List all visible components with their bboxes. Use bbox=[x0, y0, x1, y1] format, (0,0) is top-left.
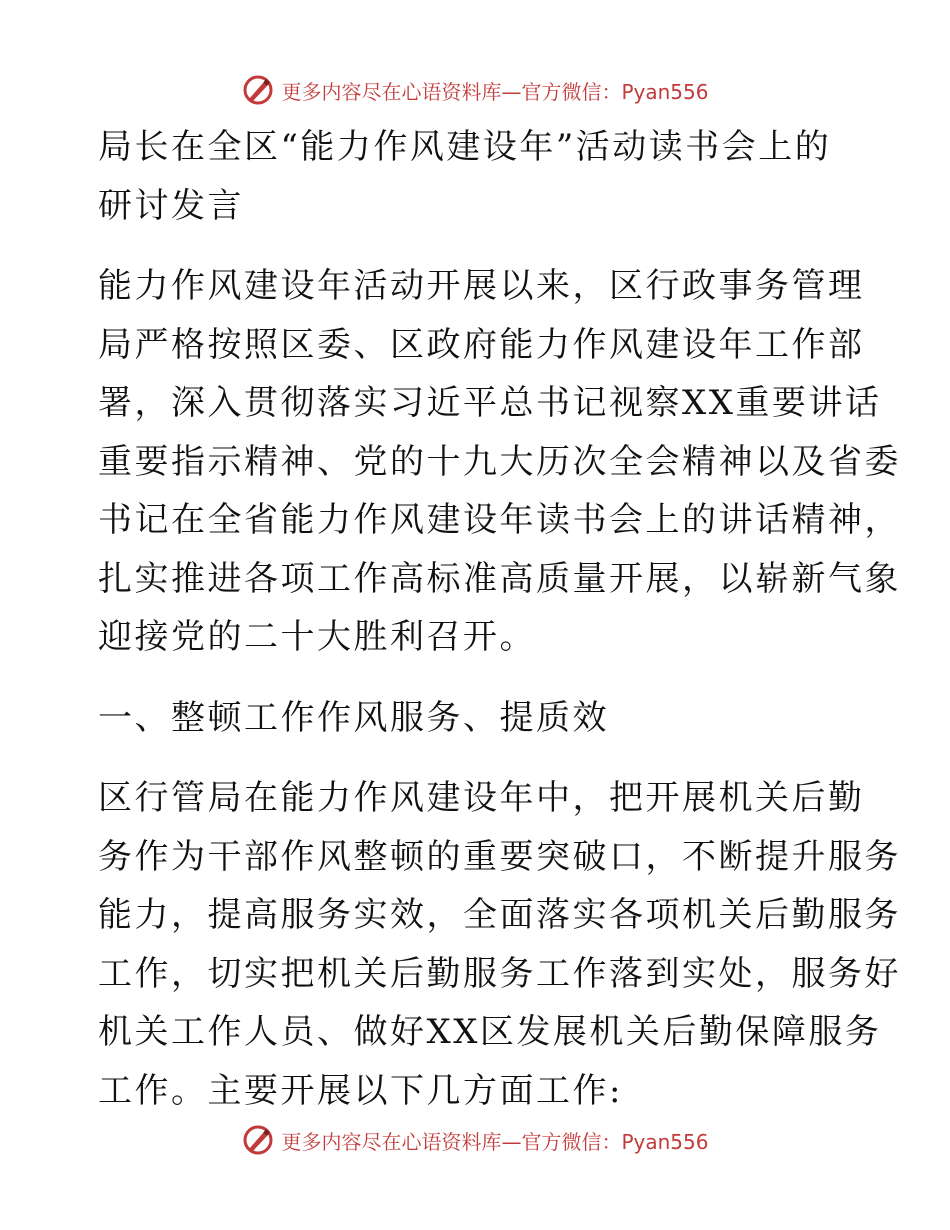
paragraph1-line-4: 重要指示精神、党的十九大历次全会精神以及省委 bbox=[98, 441, 901, 482]
paragraph2-line-5: 机关工作人员、做好XX区发展机关后勤保障服务 bbox=[98, 1012, 882, 1052]
footer-banner-text: 更多内容尽在心语资料库—官方微信：Pyan556 bbox=[281, 1129, 709, 1154]
section1-heading: 一、整顿工作作风服务、提质效 bbox=[98, 697, 609, 738]
paragraph1-line-2: 局严格按照区委、区政府能力作风建设年工作部 bbox=[98, 324, 865, 365]
document-body bbox=[98, 118, 901, 1120]
paragraph2-line-6: 工作。主要开展以下几方面工作: bbox=[98, 1070, 623, 1111]
header-banner-text: 更多内容尽在心语资料库—官方微信：Pyan556 bbox=[281, 79, 709, 104]
paragraph1-line-7: 迎接党的二十大胜利召开。 bbox=[98, 617, 536, 657]
pen-logo-icon bbox=[241, 73, 275, 107]
paragraph1-line-5: 书记在全省能力作风建设年读书会上的讲话精神， bbox=[98, 500, 901, 540]
paragraph1-line-1: 能力作风建设年活动开展以来，区行政事务管理 bbox=[98, 266, 865, 306]
paragraph1-line-6: 扎实推进各项工作高标准高质量开展，以崭新气象 bbox=[98, 558, 901, 599]
paragraph2-line-3: 能力，提高服务实效，全面落实各项机关后勤服务 bbox=[98, 895, 901, 935]
paragraph2-line-2: 务作为干部作风整顿的重要突破口，不断提升服务 bbox=[98, 836, 901, 877]
paragraph2-line-1: 区行管局在能力作风建设年中，把开展机关后勤 bbox=[98, 778, 865, 818]
title-line-2: 研讨发言 bbox=[98, 185, 244, 226]
header-banner bbox=[0, 70, 950, 110]
footer-banner bbox=[0, 1120, 950, 1160]
paragraph1-line-3: 署，深入贯彻落实习近平总书记视察XX重要讲话 bbox=[98, 383, 882, 423]
title-line-1: 局长在全区“能力作风建设年”活动读书会上的 bbox=[98, 127, 832, 167]
pen-logo-icon bbox=[241, 1123, 275, 1157]
paragraph2-line-4: 工作，切实把机关后勤服务工作落到实处，服务好 bbox=[98, 953, 901, 994]
